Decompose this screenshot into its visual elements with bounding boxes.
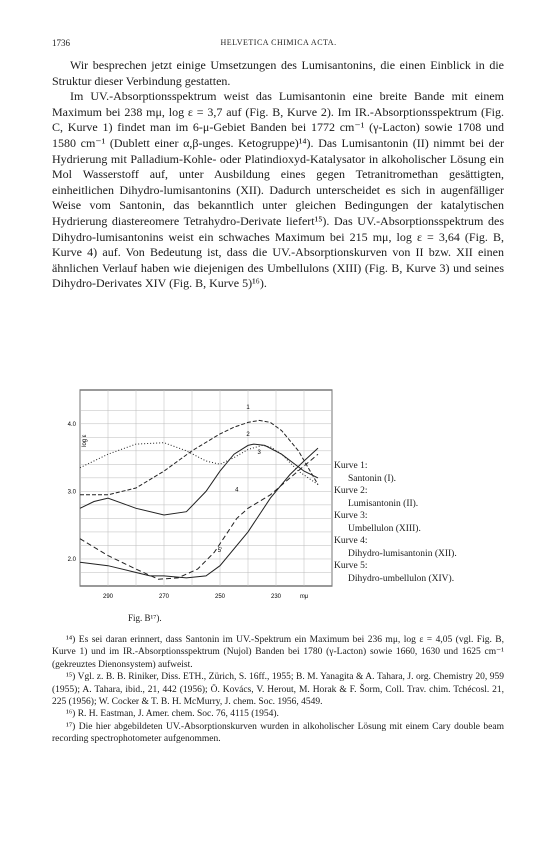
curve-5 (80, 454, 318, 579)
y-tick-label: 3.0 (67, 489, 76, 496)
y-axis-label: log ε (82, 434, 88, 447)
legend-value: Dihydro-umbellulon (XIV). (348, 573, 455, 584)
y-tick-label: 2.0 (67, 556, 76, 563)
page-header (52, 38, 505, 50)
legend-key: Kurve 5: (334, 561, 368, 571)
page-number: 1736 (52, 38, 70, 48)
x-tick-label: 290 (102, 594, 114, 600)
footnote: ¹⁷) Die hier abgebildeten UV.-Absorptionskurven wurden in alkoholischer Lösung mit einem Cary double beam recording spectrophotometer aufgenommen. (52, 721, 504, 745)
curve-number-label: 4 (235, 487, 239, 494)
legend-key: Kurve 1: (334, 461, 368, 471)
legend-key: Kurve 3: (334, 511, 368, 521)
legend-key: Kurve 2: (334, 486, 368, 496)
chart-legend (334, 460, 457, 585)
footnote: ¹⁵) Vgl. z. B. B. Riniker, Diss. ETH., Zürich, S. 16ff., 1955; B. M. Yanagita & A. Tahara, J. org. Chemistry 20, 959 (1955); A. Tahara, ibid., 21, 442 (1956); Ö. Kovács, V. Herout, M. Horak & F. Šorm, Coll. Trav. chim. Tchécosl. 21, 225 (1956); W. Cocker & T. B. H. McMurry, J. chem. Soc. 1956, 4549. (52, 672, 504, 708)
legend-value: Lumisantonin (II). (348, 498, 419, 509)
y-tick-label: 4.0 (67, 421, 76, 428)
x-tick-label: 230 (270, 594, 282, 600)
footnote: ¹⁴) Es sei daran erinnert, dass Santonin im UV.-Spektrum ein Maximum bei 236 mμ, log ε = 4,05 (vgl. Fig. B, Kurve 1) und im IR.-Absorptionsspektrum (Nujol) Banden bei 1780 (γ-Lacton) sowie 1660, 1630 und 1625 cm⁻¹ (gekreuztes Dienonsystem) aufweist. (52, 635, 504, 670)
x-tick-label: 270 (158, 594, 170, 600)
main-text (52, 58, 504, 292)
journal-title: HELVETICA CHIMICA ACTA. (220, 38, 337, 47)
legend-value: Umbellulon (XIII). (348, 523, 421, 534)
curve-4 (80, 448, 318, 578)
curve-3 (80, 443, 318, 485)
paragraph: Im UV.-Absorptionsspektrum weist das Lumisantonin eine breite Bande mit einem Maximum bei 238 mμ, log ε = 3,7 auf (Fig. B, Kurve 2). Im IR.-Absorptionsspektrum (Fig. C, Kurve 1) findet man im 6-μ-Gebiet Banden bei 1772 cm⁻¹ (γ-Lacton) sowie 1708 und 1580 cm⁻¹ (Dublett einer α,β-unges. Ketogruppe)¹⁴). Das Lumisantonin (II) nimmt bei der Hydrierung mit Palladium-Kohle- oder Platindioxyd-Katalysator in alkoholischer Lösung ein Mol Wasserstoff auf, unter Ausbildung eines gegen Tetranitromethan gesättigten, einheitlichen Dihydro-lumisantonins (XII). Dadurch unterscheidet es sich in augenfälliger Weise vom Santonin, das bekanntlich unter gleichen Bedingungen der katalytischen Hydrierung diastereomere Tetrahydro-Derivate liefert¹⁵). Das UV.-Absorptionsspektrum des Dihydro-lumisantonins weist ein schwaches Maximum bei 215 mμ, log ε = 3,64 (Fig. B, Kurve 4) auf. Von Bedeutung ist, dass die UV.-Absorptionskurven von II bzw. XII einen ähnlichen Verlauf haben wie diejenigen des Umbellulons (XIII) (Fig. B, Kurve 3) und seines Dihydro-Derivates XIV (Fig. B, Kurve 5)¹⁶). (52, 89, 504, 291)
legend-value: Dihydro-lumisantonin (XII). (348, 548, 457, 559)
plot-frame (80, 390, 332, 586)
legend-value: Santonin (I). (348, 473, 397, 484)
curve-number-label: 2 (246, 431, 250, 438)
figure-b (52, 370, 504, 635)
x-axis-unit: mμ (299, 594, 309, 600)
footnote: ¹⁶) R. H. Eastman, J. Amer. chem. Soc. 76, 4115 (1954). (66, 709, 279, 720)
figure-caption: Fig. B¹⁷). (128, 613, 162, 623)
footnotes (52, 634, 504, 746)
legend-key: Kurve 4: (334, 536, 368, 546)
curve-number-label: 1 (246, 404, 250, 411)
curve-number-label: 5' (217, 548, 223, 555)
x-tick-label: 250 (214, 594, 226, 600)
curve-number-label: 3 (257, 450, 261, 457)
paragraph: Wir besprechen jetzt einige Umsetzungen des Lumisantonins, die einen Einblick in die Struktur dieser Verbindung gestatten. (52, 58, 504, 88)
curve-2 (80, 444, 318, 515)
uv-absorption-chart (52, 370, 352, 615)
